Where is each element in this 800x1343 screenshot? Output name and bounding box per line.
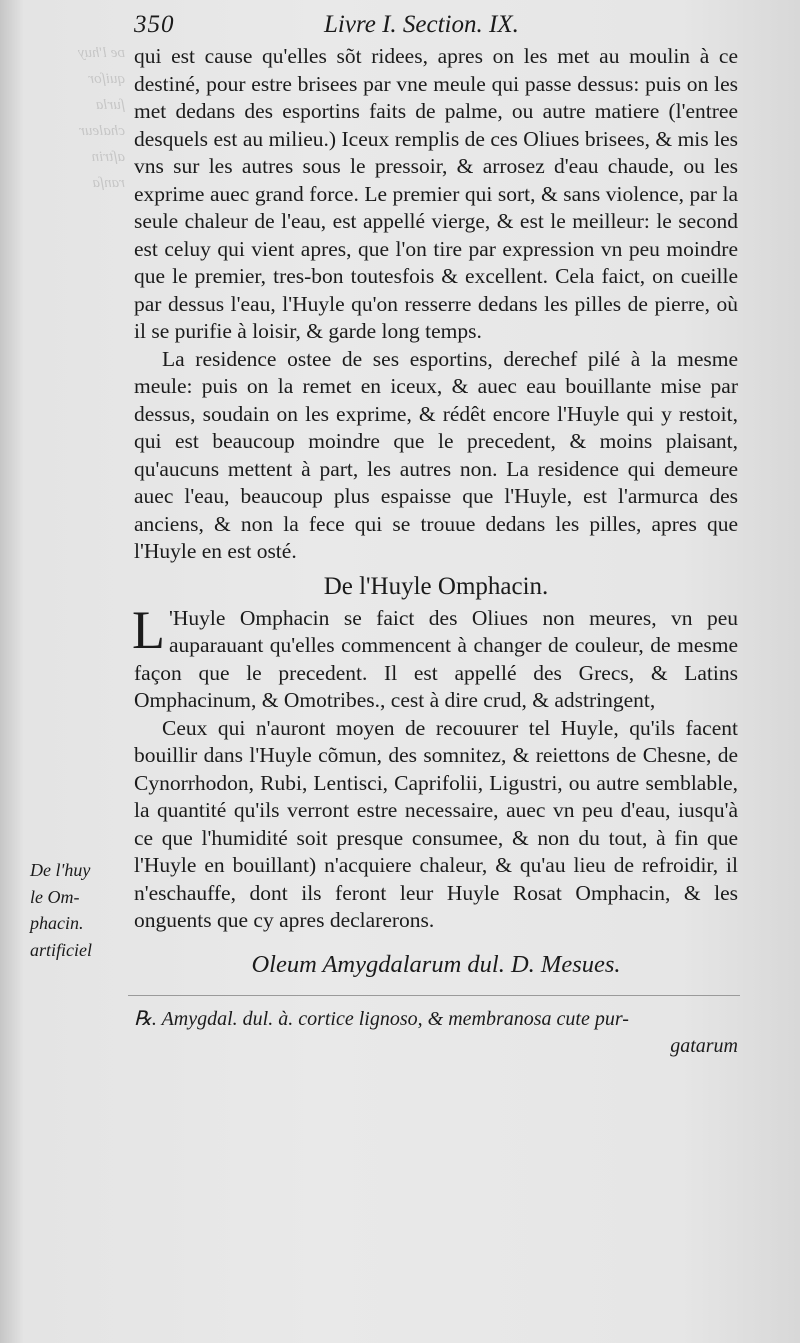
margin-note: [30, 857, 122, 963]
paragraph-residence: La residence ostee de ses esportins, derechef pilé à la mesme meule: puis on la remet en iceux, & auec eau bouillante mise par dessus, soudain on les exprime, & rédêt encore l'Huyle qui y restoit, qui est beaucoup moindre que le precedent, & moins plaisant, qu'aucuns mettent à part, les autres non. La residence qui demeure auec l'eau, beaucoup plus espaisse que l'Huyle, est l'armurca des anciens, & non la fece qui se trouue dedans les pilles, apres que l'Huyle en est osté.: [134, 346, 738, 563]
paragraph-omphacin: [132, 599, 738, 715]
margin-note-line: le Om-: [30, 886, 80, 907]
formula-line: ℞. Amygdal. dul. à. cortice lignoso, & membranosa cute pur-: [134, 1007, 629, 1030]
bleed-through-shadow: ᴅe l'huy quiſor ſurla chaleur aſtrin ranſa: [77, 45, 125, 191]
margin-note-line: phacin.: [30, 913, 84, 933]
paragraph-omphacin-text: 'Huyle Omphacin se faict des Oliues non meures, vn peu auparauant qu'elles commencent à changer de couleur, de mesme façon que le precedent. Il est appellé des Grecs, & Latins Omphacinum, & Omotribes., cest à dire crud, & adstringent,: [134, 605, 738, 712]
running-head: [134, 8, 744, 42]
recipe-title: Oleum Amygdalarum dul. D. Mesues.: [251, 950, 621, 978]
paragraph-artificial-omphacin: Ceux qui n'auront moyen de recouurer tel Huyle, qu'ils facent bouillir dans l'Huyle cõmun, des somnitez, & reiettons de Chesne, de Cynorrhodon, Rubi, Lentisci, Caprifolii, Ligustri, ou autre semblable, la quantité qu'ils verront estre necessaire, auec vn peu d'eau, iusqu'à ce que l'humidité soit presque consumee, & non du tout, à fin que l'Huyle en bouillant) n'acquiere chaleur, & qu'au lieu de refroidir, il n'eschauffe, dont ils feront leur Huyle Rosat Omphacin, & les onguents que cy apres declarerons.: [134, 715, 738, 932]
section-heading: De l'Huyle Omphacin.: [323, 572, 549, 600]
margin-note-line: artificiel: [30, 939, 92, 960]
formula-continuation: gatarum: [670, 1034, 738, 1057]
page-number: 350: [134, 11, 175, 38]
paragraph-olive-pressing: qui est cause qu'elles sõt ridees, apres on les met au moulin à ce destiné, pour estre brisees par vne meule qui passe dessus: puis on les met dedans des esportins faits de palme, ou autre matiere (l'entree desquels est au milieu.) Iceux remplis de ces Oliues brisees, & mis les vns sur les autres sous le pressoir, & arrosez d'eau chaude, ou les exprime auec grand force. Le premier qui sort, & sans violence, par la seule chaleur de l'eau, est appellé vierge, & est le meilleur: le second est celuy qui vient apres, que l'on tire par expression vn peu moindre que le premier, tres-bon toutesfois & excellent. Cela faict, on cueille par dessus l'eau, l'Huyle qu'on resserre dedans les pilles de pierre, où il se purifie à loisir, & garde long temps.: [134, 44, 738, 343]
running-title: Livre I. Section. IX.: [324, 11, 519, 38]
divider-line: [128, 995, 740, 996]
drop-cap: L: [132, 599, 165, 660]
margin-note-line: De l'huy: [30, 860, 91, 880]
text-block: [134, 43, 738, 1060]
